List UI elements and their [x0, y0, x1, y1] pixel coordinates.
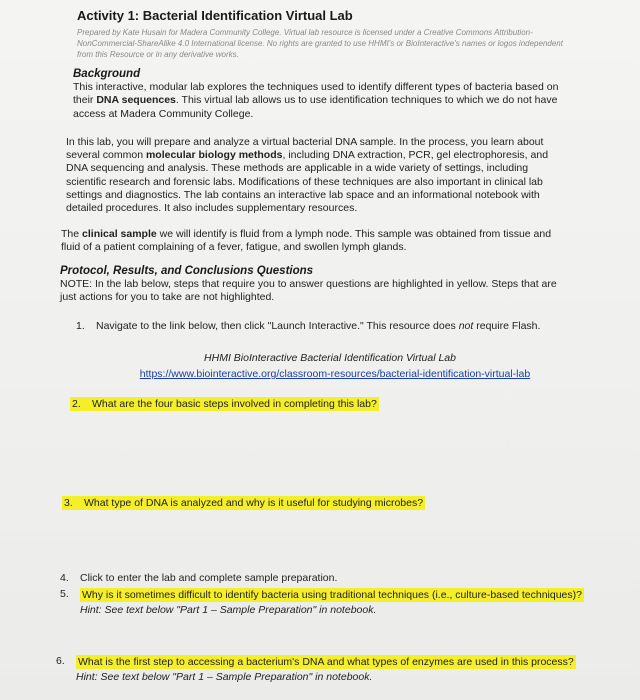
step-3-question: What type of DNA is analyzed and why is it useful for studying microbes? [84, 497, 424, 509]
p1-text: This interactive, modular lab explores the techniques used to identify different types of bacteria based on their [73, 81, 559, 107]
step-1-emphasis: not [458, 320, 474, 332]
background-section [73, 68, 573, 121]
step-3 [62, 497, 582, 510]
step-4-text: Click to enter the lab and complete sample preparation. [80, 572, 338, 584]
protocol-section [60, 265, 575, 305]
step-2 [70, 398, 590, 411]
p3-text-end: we will identify is fluid from a lymph node. This sample was obtained from tissue and fluid of a patient complaining of a fever, fatigue, and swollen lymph glands. [61, 228, 552, 254]
step-5-hint: Hint: See text below "Part 1 – Sample Preparation" in notebook. [80, 604, 377, 616]
reference-link[interactable]: https://www.biointeractive.org/classroom-resources/bacterial-identification-virtual-lab [139, 368, 531, 380]
p3-bold: clinical sample [82, 228, 157, 240]
step-1-text-end: require Flash. [473, 320, 541, 332]
step-1 [76, 320, 596, 333]
reference-title: HHMI BioInteractive Bacterial Identification Virtual Lab [204, 352, 456, 364]
step-2-question: What are the four basic steps involved in completing this lab? [92, 398, 377, 410]
page-title: Activity 1: Bacterial Identification Virtual Lab [77, 8, 353, 23]
step-6 [56, 655, 576, 685]
step-6-hint: Hint: See text below "Part 1 – Sample Preparation" in notebook. [76, 671, 373, 683]
background-heading: Background [73, 68, 141, 80]
protocol-note: NOTE: In the lab below, steps that require you to answer questions are highlighted in yellow. Steps that are just actions for you to take are not highlighted. [60, 278, 557, 304]
p2-text-end: , including DNA extraction, PCR, gel electrophoresis, and DNA sequencing and analysis. These methods are applicable in a wide variety of settings, including scientific research and forensic labs. Modifications of these techniques are also important in clinical lab settings and diagnostics. The lab contains an interactive lab space and an informational notebook with detailed procedures. It also includes supplementary resources. [66, 149, 549, 215]
credit-note: Prepared by Kate Husain for Madera Community College. Virtual lab resource is licensed under a Creative Commons Attribution-NonCommercial-ShareAlike 4.0 International license. No rights are granted to use HHMI's or BioInteractive's names or logos independent from this Resource or in any derivative works. [77, 28, 563, 59]
step-6-question: What is the first step to accessing a bacterium's DNA and what types of enzymes are used in this process? [78, 656, 574, 668]
step-number: 3. [64, 497, 73, 509]
step-1-text: Navigate to the link below, then click "Launch Interactive." This resource does [96, 320, 459, 332]
p2-bold: molecular biology methods [145, 149, 283, 162]
p1-text-end: . This virtual lab allows us to use identification techniques to which we do not have access at Madera Community College. [73, 94, 558, 120]
protocol-heading: Protocol, Results, and Conclusions Questions [60, 265, 314, 277]
background-paragraph-3 [61, 228, 566, 254]
step-number: 5. [60, 588, 69, 600]
p3-text: The [61, 228, 83, 240]
step-number: 2. [72, 398, 81, 410]
p1-bold: DNA sequences [96, 94, 176, 107]
step-number: 1. [76, 320, 85, 332]
step-4 [60, 572, 580, 585]
background-paragraph-1 [73, 81, 573, 121]
background-paragraph-2 [66, 136, 571, 215]
step-5 [60, 588, 585, 618]
step-number: 4. [60, 572, 69, 584]
step-5-question: Why is it sometimes difficult to identify bacteria using traditional techniques (i.e., culture-based techniques)? [82, 589, 582, 601]
step-number: 6. [56, 655, 65, 667]
p2-text: In this lab, you will prepare and analyze a virtual bacterial DNA sample. In the process, you learn about several common [66, 136, 544, 162]
